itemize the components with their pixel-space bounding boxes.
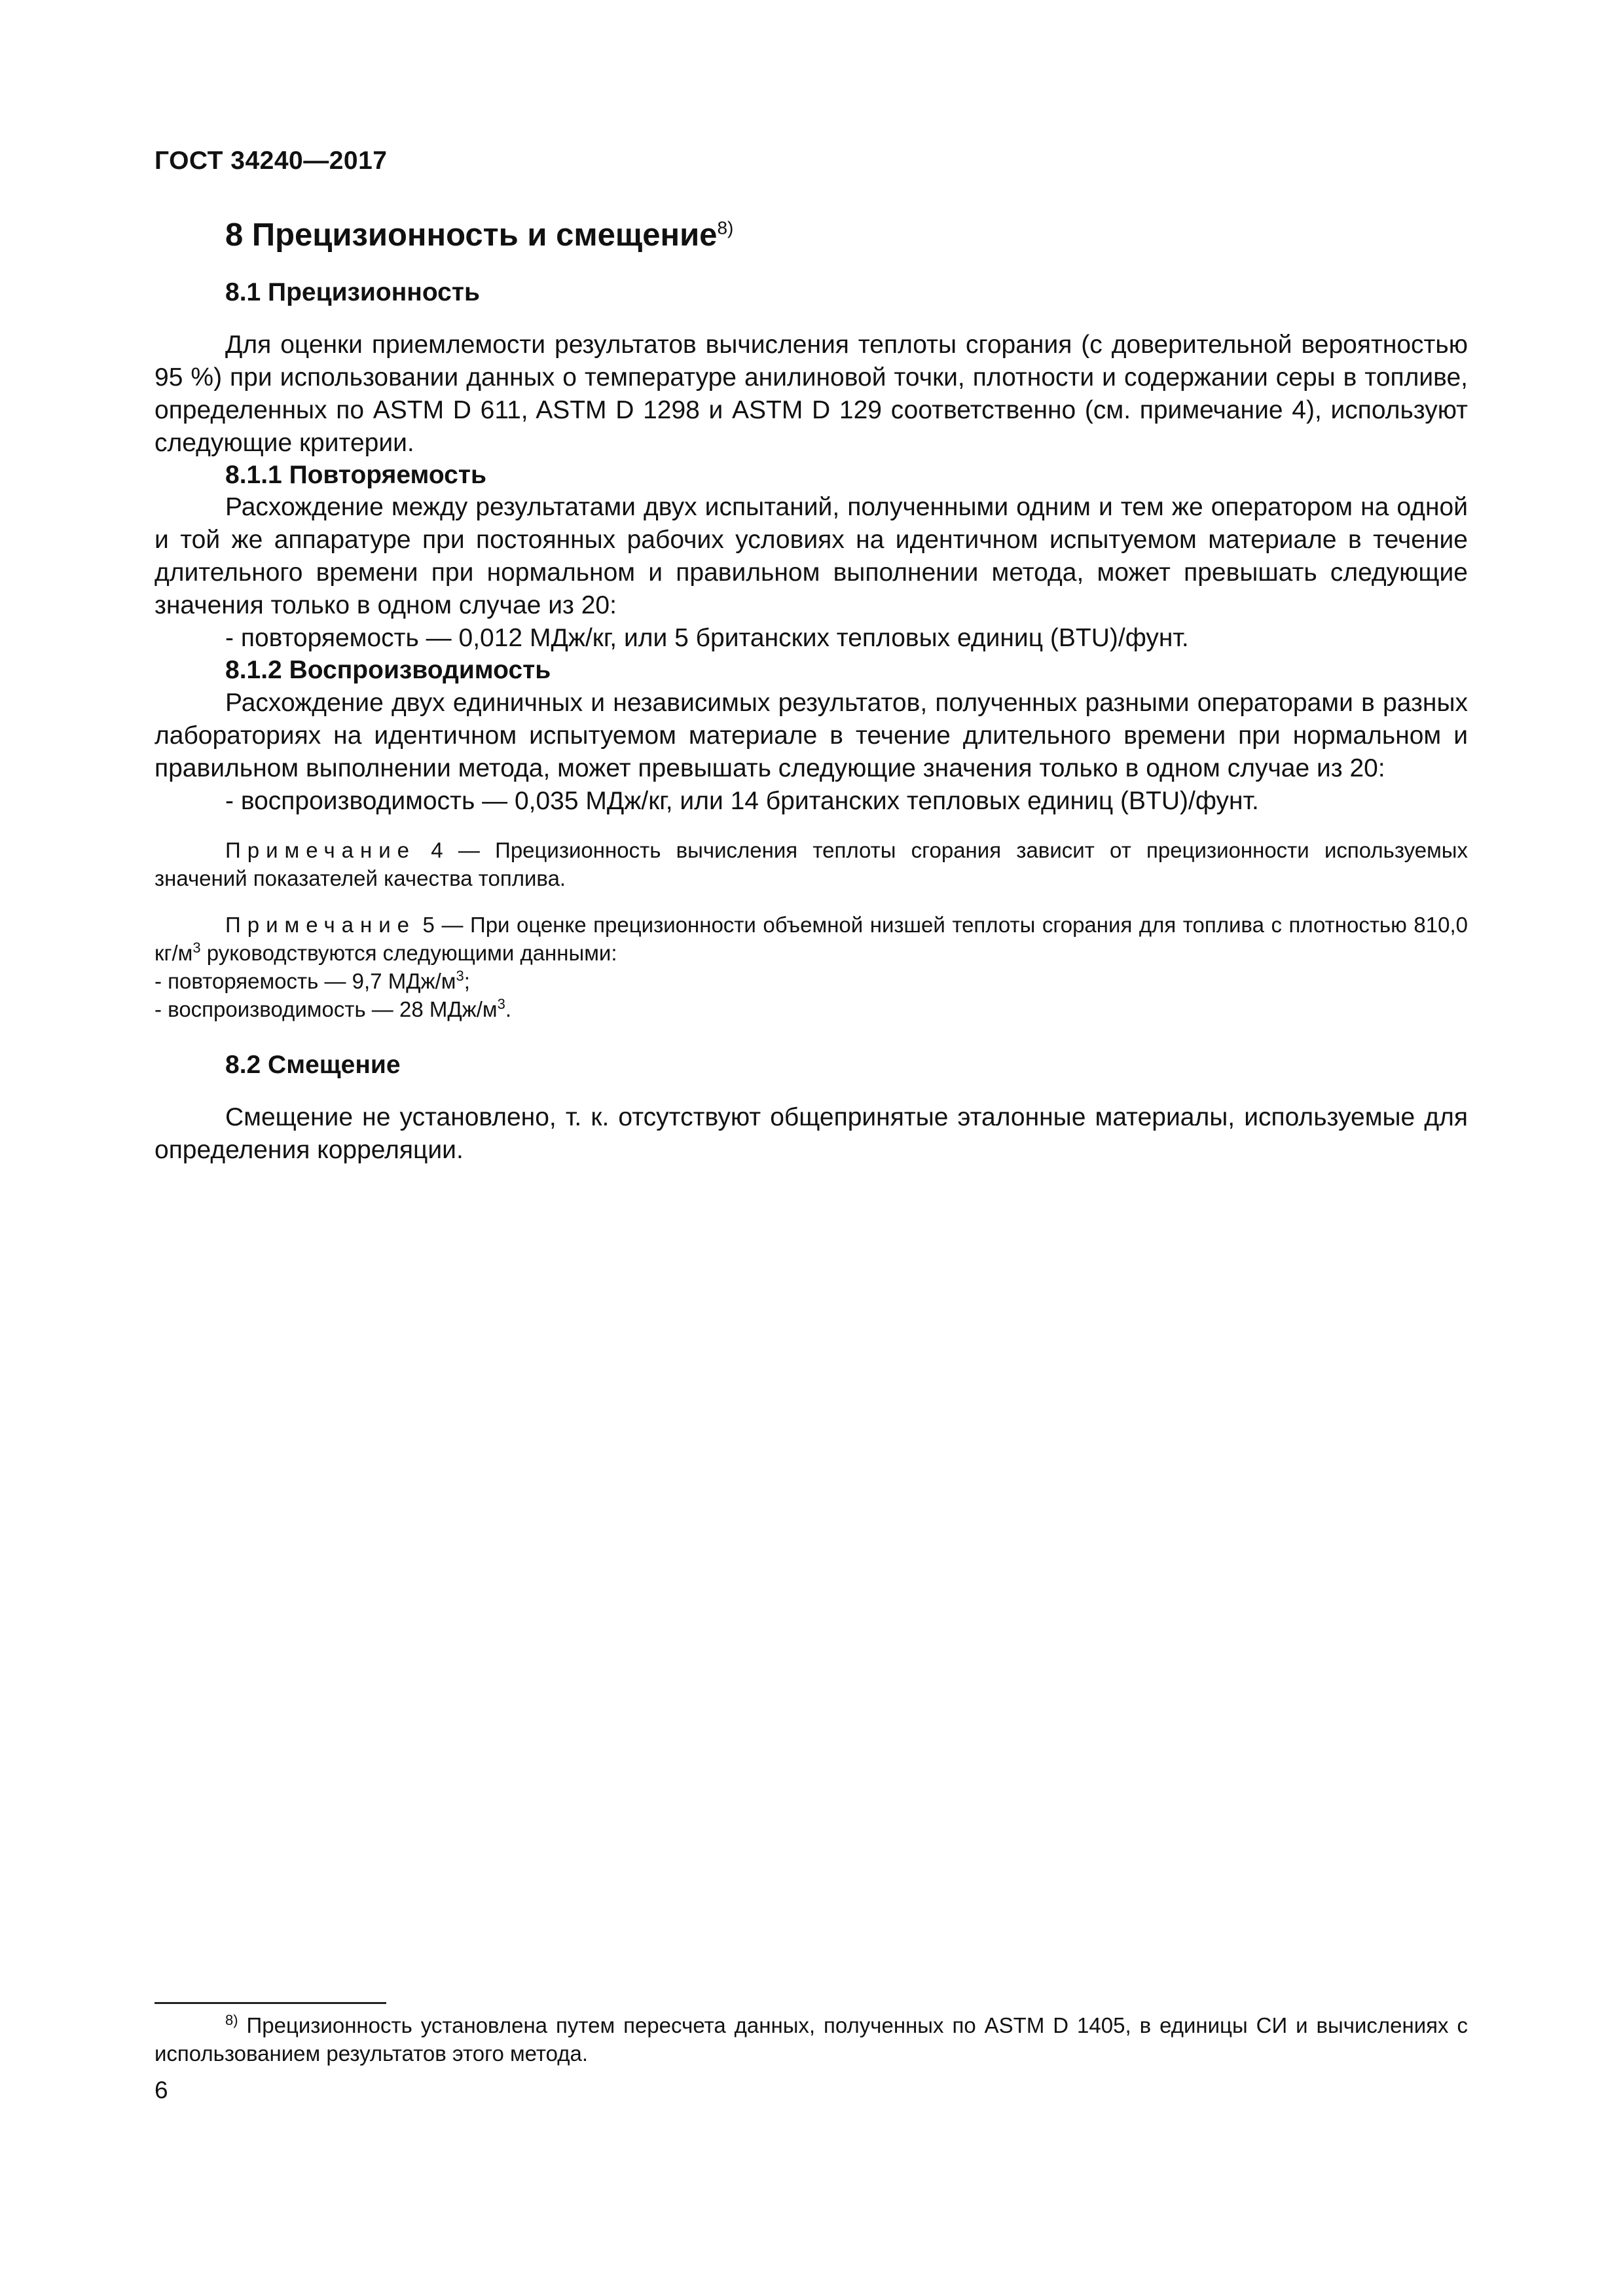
- note-5-text-b: руководствуются следующими данными:: [200, 941, 617, 966]
- section-8-1-1-title: 8.1.1 Повторяемость: [225, 460, 486, 489]
- note-5-line-2-text: - воспроизводимость — 28 МДж/м: [155, 997, 498, 1022]
- section-8-title: [225, 216, 1468, 255]
- note-5-line-1-text: - повторяемость — 9,7 МДж/м: [155, 969, 456, 994]
- footnote-divider: [155, 2002, 386, 2004]
- section-8-footnote-mark: 8): [717, 217, 734, 238]
- note-5-line-1-end: ;: [464, 969, 470, 994]
- note-4: [155, 836, 1468, 892]
- note-5-label: Примечание: [225, 913, 416, 938]
- section-8-1-1-text: Расхождение между результатами двух испытаний, полученными одним и тем же оператором на одной и той же аппаратуре при постоянных рабочих условиях на идентичном испытуемом материале в течение длительного времени при нормальном и правильном выполнении метода, может превышать следующие значения только в одном случае из 20:: [155, 493, 1468, 620]
- page-content: [155, 216, 1468, 1167]
- note-5-sup-a: 3: [192, 939, 201, 957]
- note-4-text: 4 — Прецизионность вычисления теплоты сгорания зависит от прецизионности используемых значений показателей качества топлива.: [155, 838, 1468, 891]
- reproducibility-value: - воспроизводимость — 0,035 МДж/кг, или 14 британских тепловых единиц (BTU)/фунт.: [225, 787, 1259, 816]
- note-5-line-1: [155, 967, 1468, 995]
- note-5-line-2-end: .: [505, 997, 512, 1022]
- note-5-text-a: 5 — При оценке прецизионности объемной низшей теплоты сгорания для топлива с плотностью 810,0 кг/м: [155, 913, 1468, 966]
- note-4-label: Примечание: [225, 838, 416, 863]
- spacer: [155, 1023, 1468, 1049]
- note-5-line-2: [155, 995, 1468, 1023]
- standard-code-header: ГОСТ 34240—2017: [155, 147, 388, 175]
- section-8-1-intro: Для оценки приемлемости результатов вычисления теплоты сгорания (с доверительной вероятностью 95 %) при использовании данных о температуре анилиновой точки, плотности и содержании серы в топливе, определенных по ASTM D 611, ASTM D 1298 и ASTM D 129 соответственно (см. примечание 4), используют следующие критерии.: [155, 330, 1468, 457]
- note-5: [155, 911, 1468, 967]
- footnote-8-text: Прецизионность установлена путем пересчета данных, полученных по ASTM D 1405, в единицы СИ и вычислениях с использованием результатов этого метода.: [155, 2013, 1468, 2066]
- page-number: 6: [155, 2077, 168, 2104]
- section-8-1-title: 8.1 Прецизионность: [225, 278, 480, 306]
- section-8-1-2-title: 8.1.2 Воспроизводимость: [225, 656, 551, 685]
- section-8-title-text: 8 Прецизионность и смещение: [225, 217, 718, 253]
- footnote-8-mark: 8): [225, 2012, 238, 2028]
- note-5-line-2-sup: 3: [497, 996, 505, 1013]
- repeatability-value: - повторяемость — 0,012 МДж/кг, или 5 британских тепловых единиц (BTU)/фунт.: [225, 624, 1189, 653]
- section-8-1-2-text: Расхождение двух единичных и независимых результатов, полученных разными операторами в разных лабораториях на идентичном испытуемом материале в течение длительного времени при нормальном и правильном выполнении метода, может превышать следующие значения только в одном случае из 20:: [155, 689, 1468, 783]
- section-8-2-text: Смещение не установлено, т. к. отсутствуют общепринятые эталонные материалы, используемые для определения корреляции.: [155, 1102, 1468, 1164]
- section-8-2-title: 8.2 Смещение: [225, 1051, 401, 1080]
- footnote-8: [155, 2011, 1468, 2068]
- note-5-line-1-sup: 3: [456, 968, 464, 985]
